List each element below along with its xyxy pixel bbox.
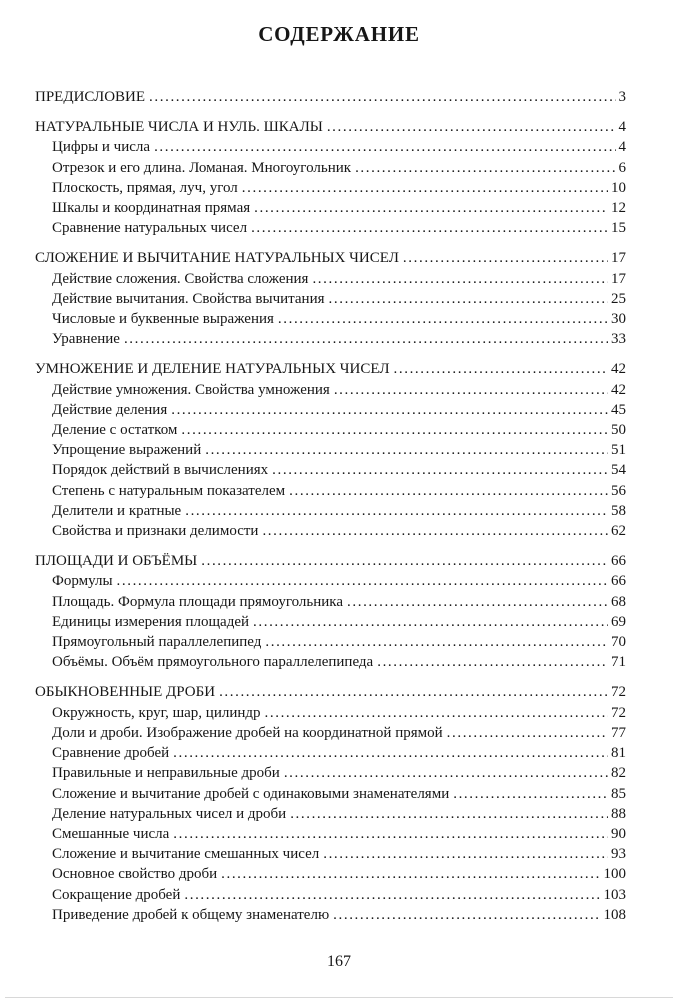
toc-entry-section <box>35 248 626 268</box>
toc-leader-dots <box>272 460 608 480</box>
toc-entry-item <box>35 481 626 501</box>
toc-entry-page-number: 72 <box>611 684 626 701</box>
toc-entry-label: Плоскость, прямая, луч, угол <box>52 179 238 196</box>
toc-entry-label: Сравнение дробей <box>52 745 170 762</box>
toc-entry-page-number: 66 <box>611 553 626 570</box>
toc-entry-page-number: 15 <box>611 220 626 237</box>
toc-entry-item <box>35 612 626 632</box>
toc-entry-item <box>35 420 626 440</box>
toc-entry-item <box>35 501 626 521</box>
toc-entry-page-number: 81 <box>611 745 626 762</box>
toc-entry-label: Уравнение <box>52 331 120 348</box>
toc-entry-label: ОБЫКНОВЕННЫЕ ДРОБИ <box>35 684 216 701</box>
toc-entry-item <box>35 309 626 329</box>
toc-leader-dots <box>181 420 608 440</box>
toc-entry-page-number: 54 <box>611 462 626 479</box>
toc-entry-label: Единицы измерения площадей <box>52 613 250 630</box>
toc-entry-page-number: 50 <box>611 422 626 439</box>
toc-leader-dots <box>265 632 608 652</box>
toc-entry-page-number: 69 <box>611 613 626 630</box>
toc-leader-dots <box>221 864 600 884</box>
toc-leader-dots <box>124 329 608 349</box>
toc-entry-section <box>35 87 626 107</box>
toc-leader-dots <box>334 380 608 400</box>
toc-entry-item <box>35 723 626 743</box>
toc-entry-item <box>35 178 626 198</box>
toc-entry-label: Свойства и признаки делимости <box>52 523 259 540</box>
toc-entry-page-number: 68 <box>611 593 626 610</box>
toc-entry-page-number: 90 <box>611 825 626 842</box>
toc-entry-page-number: 66 <box>611 573 626 590</box>
toc-entry-item <box>35 521 626 541</box>
toc-entry-label: Сложение и вычитание дробей с одинаковыми знаменателями <box>52 785 450 802</box>
toc-entry-item <box>35 804 626 824</box>
toc-entry-label: Основное свойство дроби <box>52 866 218 883</box>
toc-entry-label: Смешанные числа <box>52 825 170 842</box>
toc-entry-page-number: 70 <box>611 634 626 651</box>
toc-entry-page-number: 25 <box>611 290 626 307</box>
toc-entry-item <box>35 571 626 591</box>
toc-entry-item <box>35 440 626 460</box>
toc-leader-dots <box>377 652 608 672</box>
toc-entry-item <box>35 905 626 925</box>
toc-entry-item <box>35 703 626 723</box>
toc-entry-label: Сложение и вычитание смешанных чисел <box>52 846 320 863</box>
toc-leader-dots <box>262 521 608 541</box>
toc-entry-label: Отрезок и его длина. Ломаная. Многоугольник <box>52 159 352 176</box>
toc-leader-dots <box>323 844 608 864</box>
toc-entry-label: Формулы <box>52 573 113 590</box>
toc-leader-dots <box>327 117 616 137</box>
toc-leader-dots <box>284 763 608 783</box>
toc-leader-dots <box>253 612 608 632</box>
toc-entry-item <box>35 198 626 218</box>
toc-entry-label: Действие деления <box>52 401 168 418</box>
toc-leader-dots <box>447 723 608 743</box>
toc-entry-label: Площадь. Формула площади прямоугольника <box>52 593 344 610</box>
toc-entry-label: Цифры и числа <box>52 139 151 156</box>
toc-entry-page-number: 51 <box>611 442 626 459</box>
toc-entry-item <box>35 763 626 783</box>
toc-entry-page-number: 100 <box>603 866 626 883</box>
toc-entry-item <box>35 137 626 157</box>
toc-entry-page-number: 17 <box>611 250 626 267</box>
toc-entry-page-number: 82 <box>611 765 626 782</box>
toc-entry-page-number: 4 <box>618 119 626 136</box>
toc-leader-dots <box>117 571 608 591</box>
toc-leader-dots <box>184 885 600 905</box>
toc-leader-dots <box>289 481 608 501</box>
toc-entry-label: Действие умножения. Свойства умножения <box>52 381 330 398</box>
toc-leader-dots <box>312 269 608 289</box>
toc-entry-item <box>35 289 626 309</box>
toc-entry-label: Шкалы и координатная прямая <box>52 200 251 217</box>
toc-entry-label: Степень с натуральным показателем <box>52 482 286 499</box>
toc-leader-dots <box>347 592 608 612</box>
toc-entry-item <box>35 269 626 289</box>
toc-entry-page-number: 56 <box>611 482 626 499</box>
toc-leader-dots <box>453 784 608 804</box>
toc-entry-label: Действие вычитания. Свойства вычитания <box>52 290 325 307</box>
toc-entry-label: УМНОЖЕНИЕ И ДЕЛЕНИЕ НАТУРАЛЬНЫХ ЧИСЕЛ <box>35 361 390 378</box>
toc-leader-dots <box>278 309 608 329</box>
toc-entry-item <box>35 864 626 884</box>
table-of-contents <box>35 87 626 925</box>
toc-entry-label: Приведение дробей к общему знаменателю <box>52 906 330 923</box>
toc-entry-page-number: 108 <box>603 906 626 923</box>
toc-entry-label: Правильные и неправильные дроби <box>52 765 280 782</box>
toc-leader-dots <box>251 218 608 238</box>
toc-entry-item <box>35 400 626 420</box>
toc-entry-label: Деление натуральных чисел и дроби <box>52 805 287 822</box>
toc-leader-dots <box>219 682 608 702</box>
toc-entry-label: НАТУРАЛЬНЫЕ ЧИСЛА И НУЛЬ. ШКАЛЫ <box>35 119 323 136</box>
toc-leader-dots <box>329 289 608 309</box>
toc-entry-label: ПРЕДИСЛОВИЕ <box>35 89 146 105</box>
toc-entry-item <box>35 743 626 763</box>
toc-entry-label: Сокращение дробей <box>52 886 181 903</box>
toc-entry-label: Порядок действий в вычислениях <box>52 462 269 479</box>
toc-entry-label: СЛОЖЕНИЕ И ВЫЧИТАНИЕ НАТУРАЛЬНЫХ ЧИСЕЛ <box>35 250 399 267</box>
toc-entry-page-number: 62 <box>611 523 626 540</box>
toc-entry-label: Окружность, круг, шар, цилиндр <box>52 704 261 721</box>
toc-entry-label: Действие сложения. Свойства сложения <box>52 270 309 287</box>
toc-leader-dots <box>173 824 608 844</box>
toc-entry-item <box>35 380 626 400</box>
toc-entry-item <box>35 592 626 612</box>
toc-entry-label: Сравнение натуральных чисел <box>52 220 248 237</box>
toc-leader-dots <box>201 551 608 571</box>
toc-entry-item <box>35 824 626 844</box>
toc-leader-dots <box>403 248 608 268</box>
toc-entry-item <box>35 885 626 905</box>
toc-entry-label: Делители и кратные <box>52 502 182 519</box>
toc-entry-page-number: 4 <box>618 139 626 156</box>
toc-entry-item <box>35 218 626 238</box>
toc-entry-label: Доли и дроби. Изображение дробей на координатной прямой <box>52 724 443 741</box>
toc-entry-page-number: 42 <box>611 381 626 398</box>
toc-leader-dots <box>254 198 608 218</box>
toc-leader-dots <box>242 178 608 198</box>
toc-entry-page-number: 71 <box>611 654 626 671</box>
toc-entry-section <box>35 682 626 702</box>
toc-entry-item <box>35 158 626 178</box>
toc-entry-page-number: 93 <box>611 846 626 863</box>
toc-entry-page-number: 77 <box>611 724 626 741</box>
toc-leader-dots <box>265 703 608 723</box>
toc-leader-dots <box>205 440 608 460</box>
toc-leader-dots <box>290 804 608 824</box>
toc-entry-item <box>35 784 626 804</box>
toc-entry-page-number: 45 <box>611 401 626 418</box>
toc-leader-dots <box>173 743 608 763</box>
toc-entry-item <box>35 652 626 672</box>
toc-entry-item <box>35 844 626 864</box>
toc-entry-label: Прямоугольный параллелепипед <box>52 634 262 651</box>
toc-entry-page-number: 42 <box>611 361 626 378</box>
toc-entry-section <box>35 359 626 379</box>
toc-entry-item <box>35 329 626 349</box>
toc-entry-page-number: 88 <box>611 805 626 822</box>
toc-entry-page-number: 72 <box>611 704 626 721</box>
toc-leader-dots <box>171 400 608 420</box>
toc-leader-dots <box>394 359 608 379</box>
toc-entry-page-number: 12 <box>611 200 626 217</box>
toc-entry-page-number: 30 <box>611 311 626 328</box>
page-number-footer: 167 <box>327 953 351 970</box>
toc-entry-page-number: 103 <box>603 886 626 903</box>
page-title: СОДЕРЖАНИЕ <box>258 22 420 46</box>
toc-entry-page-number: 3 <box>618 89 626 105</box>
toc-entry-label: Деление с остатком <box>52 422 178 439</box>
toc-leader-dots <box>333 905 600 925</box>
toc-entry-section <box>35 117 626 137</box>
toc-entry-page-number: 58 <box>611 502 626 519</box>
toc-entry-label: Числовые и буквенные выражения <box>52 311 274 328</box>
toc-entry-page-number: 10 <box>611 179 626 196</box>
toc-entry-item <box>35 460 626 480</box>
toc-entry-page-number: 85 <box>611 785 626 802</box>
toc-leader-dots <box>185 501 608 521</box>
toc-entry-label: Объёмы. Объём прямоугольного параллелепипеда <box>52 654 374 671</box>
toc-entry-label: ПЛОЩАДИ И ОБЪЁМЫ <box>35 553 198 570</box>
toc-leader-dots <box>154 137 615 157</box>
toc-leader-dots <box>149 87 615 107</box>
toc-entry-page-number: 6 <box>618 159 626 176</box>
toc-entry-page-number: 17 <box>611 270 626 287</box>
toc-entry-page-number: 33 <box>611 331 626 348</box>
toc-entry-item <box>35 632 626 652</box>
toc-leader-dots <box>355 158 615 178</box>
toc-entry-label: Упрощение выражений <box>52 442 202 459</box>
toc-entry-section <box>35 551 626 571</box>
